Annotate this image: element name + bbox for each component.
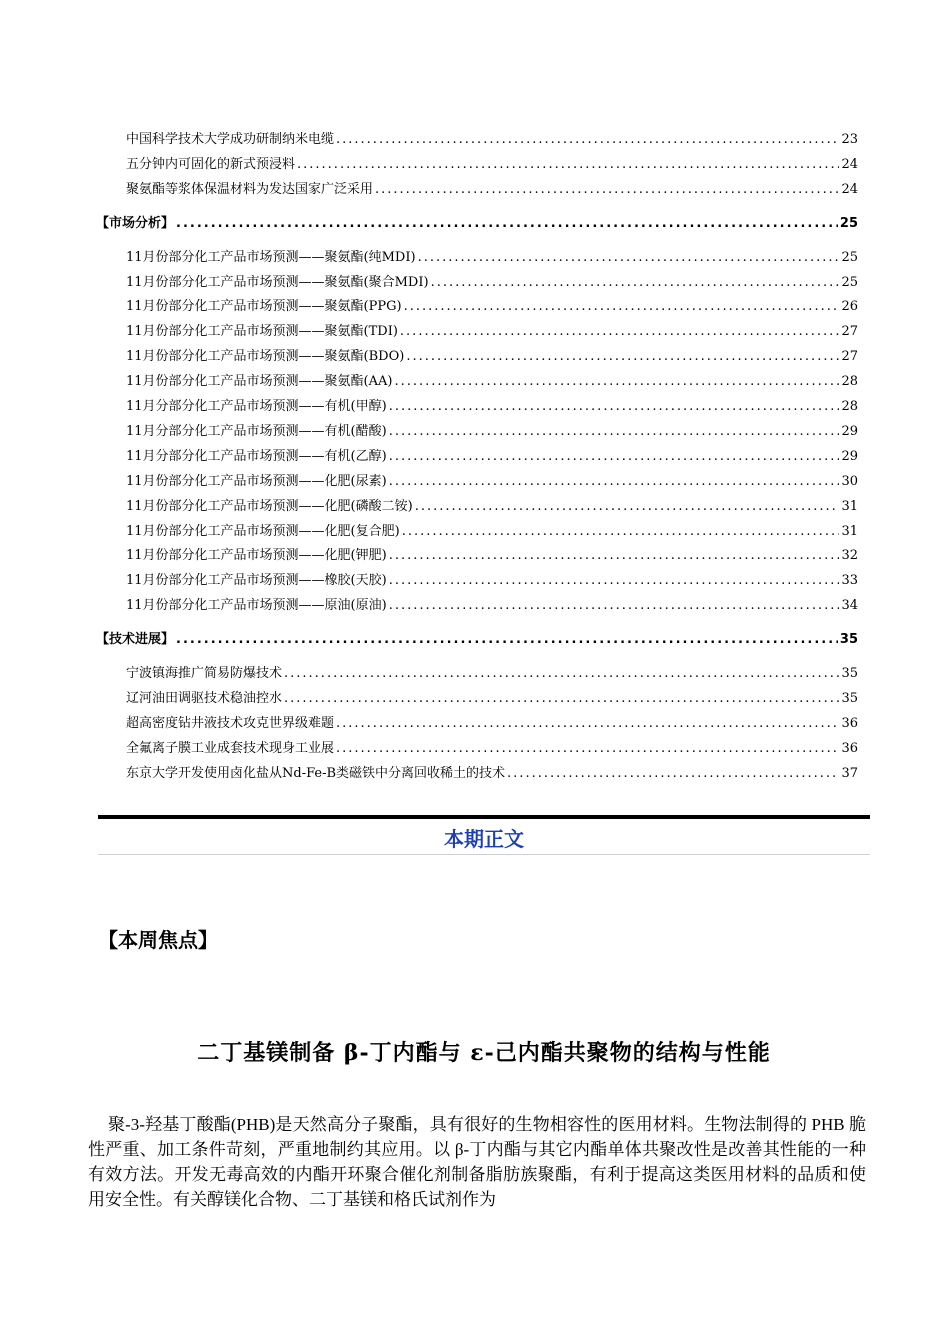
toc-leader-dots bbox=[400, 324, 840, 340]
toc-entry[interactable] bbox=[126, 685, 858, 707]
toc-entry[interactable] bbox=[126, 735, 858, 757]
toc-entry-title: 五分钟内可固化的新式预浸料 bbox=[126, 157, 296, 172]
toc-entry[interactable] bbox=[126, 244, 858, 266]
toc-entry-title: 11月份部分化工产品市场预测——化肥(尿素) bbox=[126, 474, 387, 489]
toc-leader-dots bbox=[418, 250, 840, 266]
toc-entry-page: 31 bbox=[841, 524, 858, 539]
toc-leader-dots bbox=[176, 216, 838, 232]
toc-leader-dots bbox=[389, 573, 840, 589]
toc-entry-page: 25 bbox=[841, 275, 858, 290]
toc-entry-page: 31 bbox=[841, 499, 858, 514]
toc-entry-page: 28 bbox=[841, 399, 858, 414]
toc-entry-title: 11月份部分化工产品市场预测——聚氨酯(聚合MDI) bbox=[126, 275, 429, 290]
toc-entry-page: 24 bbox=[841, 157, 858, 172]
toc-entry-title: 11月份部分化工产品市场预测——聚氨酯(AA) bbox=[126, 374, 393, 389]
toc-entry-title: 全氟离子膜工业成套技术现身工业展 bbox=[126, 741, 335, 756]
toc-leader-dots bbox=[336, 716, 839, 732]
toc-entry-title: 超高密度钻井液技术攻克世界级难题 bbox=[126, 716, 335, 731]
toc-leader-dots bbox=[336, 741, 839, 757]
toc-section-title: 【技术进展】 bbox=[96, 632, 175, 647]
toc-entry-title: 11月份部分化工产品市场预测——橡胶(天胶) bbox=[126, 573, 387, 588]
toc-entry-page: 35 bbox=[841, 691, 858, 706]
toc-entry[interactable] bbox=[126, 493, 858, 515]
toc-entry[interactable] bbox=[126, 518, 858, 540]
toc-entry-title: 11月分部分化工产品市场预测——有机(乙醇) bbox=[126, 449, 387, 464]
toc-entry-title: 东京大学开发使用卤化盐从Nd-Fe-B类磁铁中分离回收稀土的技术 bbox=[126, 766, 506, 781]
toc-leader-dots bbox=[389, 449, 840, 465]
divider-thin bbox=[98, 854, 870, 855]
toc-entry[interactable] bbox=[126, 660, 858, 682]
toc-leader-dots bbox=[284, 691, 839, 707]
toc-entry[interactable] bbox=[126, 368, 858, 390]
toc-entry[interactable] bbox=[126, 592, 858, 614]
toc-entry[interactable] bbox=[126, 393, 858, 415]
divider-thick bbox=[98, 815, 870, 819]
toc-entry-page: 27 bbox=[841, 324, 858, 339]
toc-entry-page: 35 bbox=[841, 666, 858, 681]
toc-leader-dots bbox=[336, 132, 839, 148]
toc-entry-page: 29 bbox=[841, 424, 858, 439]
toc-entry-page: 37 bbox=[841, 766, 858, 781]
toc-entry[interactable] bbox=[126, 293, 858, 315]
toc-leader-dots bbox=[394, 374, 839, 390]
toc-entry[interactable] bbox=[126, 443, 858, 465]
toc-entry[interactable] bbox=[126, 468, 858, 490]
toc-entry-title: 11月份部分化工产品市场预测——化肥(钾肥) bbox=[126, 548, 387, 563]
toc-leader-dots bbox=[507, 766, 839, 782]
toc-leader-dots bbox=[375, 182, 839, 198]
toc-entry-page: 33 bbox=[841, 573, 858, 588]
focus-heading: 【本周焦点】 bbox=[98, 928, 218, 952]
section-banner: 本期正文 bbox=[444, 827, 524, 851]
toc-entry-title: 11月分部分化工产品市场预测——有机(醋酸) bbox=[126, 424, 387, 439]
toc-entry[interactable] bbox=[126, 343, 858, 365]
toc-entry-page: 26 bbox=[841, 299, 858, 314]
toc-leader-dots bbox=[176, 632, 838, 648]
toc-entry[interactable] bbox=[126, 176, 858, 198]
toc-leader-dots bbox=[402, 524, 840, 540]
toc-leader-dots bbox=[389, 598, 840, 614]
toc-entry-title: 辽河油田调驱技术稳油控水 bbox=[126, 691, 283, 706]
toc-entry-page: 34 bbox=[841, 598, 858, 613]
toc-entry-title: 11月份部分化工产品市场预测——聚氨酯(PPG) bbox=[126, 299, 402, 314]
toc-entry-page: 28 bbox=[841, 374, 858, 389]
toc-entry-title: 11月份部分化工产品市场预测——聚氨酯(纯MDI) bbox=[126, 250, 416, 265]
toc-entry-page: 25 bbox=[841, 250, 858, 265]
toc-leader-dots bbox=[389, 399, 840, 415]
toc-entry-title: 11月分部分化工产品市场预测——有机(甲醇) bbox=[126, 399, 387, 414]
toc-entry-page: 36 bbox=[841, 741, 858, 756]
toc-entry[interactable] bbox=[126, 710, 858, 732]
toc-entry-title: 11月份部分化工产品市场预测——聚氨酯(BDO) bbox=[126, 349, 405, 364]
toc-entry-page: 27 bbox=[841, 349, 858, 364]
toc-entry[interactable] bbox=[126, 126, 858, 148]
toc-leader-dots bbox=[431, 275, 840, 291]
toc-entry-title: 中国科学技术大学成功研制纳米电缆 bbox=[126, 132, 335, 147]
toc-entry-page: 24 bbox=[841, 182, 858, 197]
toc-entry-page: 29 bbox=[841, 449, 858, 464]
toc-entry-page: 23 bbox=[841, 132, 858, 147]
toc-entry[interactable] bbox=[126, 760, 858, 782]
toc-section-title: 【市场分析】 bbox=[96, 216, 175, 231]
toc-entry-title: 宁波镇海推广简易防爆技术 bbox=[126, 666, 283, 681]
toc-entry-page: 32 bbox=[841, 548, 858, 563]
toc-entry-title: 11月份部分化工产品市场预测——化肥(磷酸二铵) bbox=[126, 499, 413, 514]
toc-entry[interactable] bbox=[126, 542, 858, 564]
toc-entry[interactable] bbox=[126, 418, 858, 440]
toc-leader-dots bbox=[297, 157, 839, 173]
toc-section-market[interactable] bbox=[96, 210, 858, 232]
toc-entry-page: 36 bbox=[841, 716, 858, 731]
toc-entry-title: 11月份部分化工产品市场预测——聚氨酯(TDI) bbox=[126, 324, 398, 339]
toc-entry[interactable] bbox=[126, 151, 858, 173]
toc-entry-page: 30 bbox=[841, 474, 858, 489]
toc-entry-title: 聚氨酯等浆体保温材料为发达国家广泛采用 bbox=[126, 182, 374, 197]
toc-leader-dots bbox=[389, 548, 840, 564]
toc-section-tech[interactable] bbox=[96, 626, 858, 648]
article-body: 聚-3-羟基丁酸酯(PHB)是天然高分子聚酯，具有很好的生物相容性的医用材料。生物法制得的 PHB 脆性严重、加工条件苛刻，严重地制约其应用。以 β-丁内酯与其它内酯单体共聚改性是改善其性能的一种有效方法。开发无毒高效的内酯开环聚合催化剂制备脂肪族聚酯，有利于提高这类医用材料的品质和使用安全性。有关醇镁化合物、二丁基镁和格氏试剂作为 bbox=[88, 1115, 866, 1209]
toc-entry[interactable] bbox=[126, 318, 858, 340]
toc-leader-dots bbox=[404, 299, 840, 315]
toc-leader-dots bbox=[284, 666, 839, 682]
toc-entry[interactable] bbox=[126, 269, 858, 291]
toc-leader-dots bbox=[415, 499, 840, 515]
toc-leader-dots bbox=[406, 349, 839, 365]
toc-section-page: 35 bbox=[839, 632, 858, 647]
toc-entry-title: 11月份部分化工产品市场预测——化肥(复合肥) bbox=[126, 524, 400, 539]
toc-leader-dots bbox=[389, 474, 840, 490]
toc-entry[interactable] bbox=[126, 567, 858, 589]
toc-leader-dots bbox=[389, 424, 840, 440]
toc-entry-title: 11月份部分化工产品市场预测——原油(原油) bbox=[126, 598, 387, 613]
article-title: 二丁基镁制备 β-丁内酯与 ε-己内酯共聚物的结构与性能 bbox=[197, 1040, 771, 1066]
toc-section-page: 25 bbox=[839, 216, 858, 231]
